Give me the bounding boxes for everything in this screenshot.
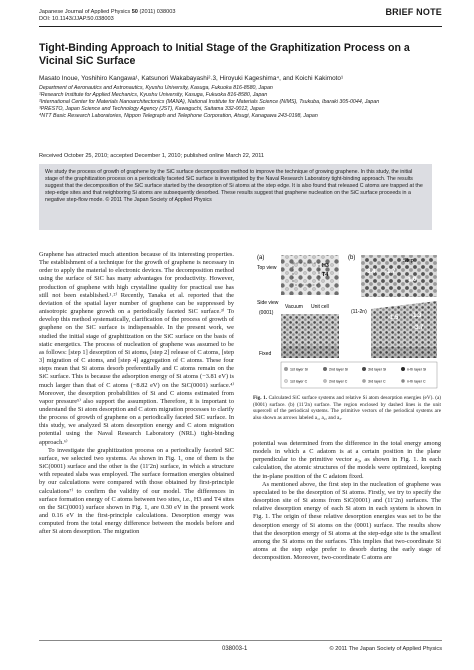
legend-item: n-th layer C: [407, 379, 426, 384]
header-rule: [39, 26, 442, 27]
panel-a-label: (a): [257, 255, 265, 261]
energy-label: -3.4: [365, 269, 376, 275]
site-t4-label: T4: [322, 272, 329, 278]
top-view-lattice-b: [361, 255, 437, 297]
caption-text: Calculated SiC surface systems and relative Si atom desorption energies (eV). (a) (0001) surface. (b) (11′2n) surface. The region enclosed by dashed lines is the unit supercell of the periodical systems. The primitive vectors of the periodical systems are also shown as arrows labeled a₁, a₂, and a₃.: [253, 395, 441, 422]
received-dates: Received October 25, 2010; accepted December 1, 2010; published online March 22, 2011: [39, 153, 265, 159]
footer-copyright: © 2011 The Japan Society of Applied Physics: [329, 646, 442, 652]
figure-legend: [281, 362, 437, 388]
affiliation: ³PRESTO, Japan Science and Technology Agency (JST), Kawaguchi, Saitama 332-0012, Japan: [39, 105, 265, 112]
doi: DOI: 10.1143/JJAP.50.038003: [39, 16, 114, 22]
legend-item: 1st layer C: [290, 379, 308, 384]
face-11-2n-label: (11-2n): [351, 309, 367, 315]
figure-1: [253, 251, 441, 391]
author-list: Masato Inoue, Yoshihiro Kangawa¹, Katsunori Wakabayashi²˒3, Hiroyuki Kageshima⁴, and Koichi Kakimoto¹: [39, 75, 344, 82]
body-paragraph: potential was determined from the difference in the total energy among models in which a C adatom is at a certain position in the plane perpendicular to the primitive vector a₃, as shown in Fig. 1. In each calculation, the atomic structures of the models were optimized, keeping the in-plane position of the C adatom fixed.: [253, 440, 441, 480]
affiliation: ⁴NTT Basic Research Laboratories, Nippon Telegraph and Telephone Corporation, Atsugi, Kanagawa 243-0198, Japan: [39, 112, 318, 119]
fixed-region-b: [371, 347, 437, 358]
body-paragraph: To investigate the graphitization process on a periodically faceted SiC surface, we selected two systems. As shown in Fig. 1, one of them is the SiC(0001) surface and the other is the (11′2n) surface, in which a structure with repeated slabs was employed. The surface formation energies obtained by our calculations were compared with those obtained by first-principle calculations⁷⁾ to confirm the validity of our model. The differences in surface formation energy of C atoms between two sites, i.e., H3 and T4 sites on the SiC(0001) surface shown in Fig. 1, are 0.30 eV in the present work and 0.16 eV in the first-principle calculations. Desorption energy was computed from the total energy difference between the models before and after Si atom desorption. The migration: [39, 446, 234, 536]
fixed-region-a: [281, 346, 339, 358]
body-paragraph: Graphene has attracted much attention because of its interesting properties. The establishment of a technique for the growth of graphene is necessary in order to apply the material to electronic devices. The decomposition method using the surface of SiC has many advantages for productivity. However, production of graphene with high crystalline quality for practical use has still not been established.¹˒²⁾ Recently, Tanaka et al. reported that the deviation of the spatial layer number of graphene can be suppressed by anisotropic graphene growth on a periodically faceted SiC surface.³⁾ To develop this method systematically, clarification of the process of growth of graphene on the SiC surface is indispensable. In the present work, we studied the initial stage of graphitization on the SiC surface on the basis of static energetics. The process of nucleation of graphene was assumed to be as follows: [step 1] desorption of Si atoms, [step 2] release of C atoms, [step 3] migration of C atoms, and [step 4] aggregation of C atoms. These four steps mean that Si atoms desorb preferentially and C atoms remain on the SiC surface. This is because the adsorption energy of Si atoms (−3.81 eV) is much larger than that of C atoms (−8.82 eV) on the SiC(0001) surface.⁴⁾ Moreover, the desorption probabilities of Si and C atoms estimated from vapor pressure⁵⁾ also support the assumption. Therefore, it is important to understand the Si atom desorption and C atom migration processes to clarify the process of growth of graphene on a periodically faceted SiC surface. In this study, we analyzed Si atom desorption energy and C atom migration potential using the Naval Research Laboratory (NRL) tight-binding approach.⁶⁾: [39, 251, 234, 446]
top-view-label: Top view: [257, 265, 277, 271]
brief-note-label: BRIEF NOTE: [385, 7, 442, 17]
energy-label: -1.3: [411, 313, 422, 319]
vacuum-label: Vacuum: [285, 304, 303, 310]
abstract-text: We study the process of growth of graphene by the SiC surface decomposition method to improve the technique of growing graphene. In this study, the initial stage of the graphitization process on a periodically faceted SiC surface is investigated by the Naval Research Laboratory tight-binding approach. The results suggest that the decomposition of the SiC surface started by the desorption of Si atoms at the step edge. It is also found that released C atoms are trapped at the step-edge sites and that neighboring Si atoms are subsequently desorbed. These results suggest that graphene nucleation on the SiC surface proceeds in a negative step-flow mode. © 2011 The Japan Society of Applied Physics: [45, 169, 423, 203]
figure-caption: [253, 395, 441, 422]
step-label: Step: [403, 258, 414, 264]
caption-label: Fig. 1.: [253, 395, 267, 401]
unit-cell-label: Unit cell: [311, 304, 329, 310]
side-view-label: Side view: [257, 300, 279, 306]
panel-b-label: (b): [348, 255, 356, 261]
legend-item: 3rd layer C: [368, 379, 386, 384]
energy-label: -1.0: [406, 277, 417, 283]
legend-item: n-th layer Si: [407, 367, 427, 372]
energy-label: -1.5: [388, 315, 399, 321]
legend-item: 1st layer Si: [290, 367, 308, 372]
site-h3-label: H3: [322, 263, 329, 269]
body-column-right: [253, 440, 441, 562]
energy-label: -1.7: [385, 269, 396, 275]
footer-rule: [39, 640, 442, 641]
running-header: [39, 9, 175, 23]
journal-volume: 50: [131, 9, 138, 15]
affiliation: Department of Aeronautics and Astronautics, Kyushu University, Kasuga, Fukuoka 816-8580, Japan: [39, 85, 273, 91]
legend-item: 3rd layer Si: [368, 367, 387, 372]
abstract-box: [39, 164, 432, 230]
fixed-label: Fixed: [259, 351, 272, 357]
top-view-lattice-a: [281, 255, 339, 295]
legend-item: 2nd layer C: [329, 379, 348, 384]
paper-title: Tight-Binding Approach to Initial Stage of the Graphitization Process on a Vicinal SiC Surface: [39, 42, 410, 67]
body-paragraph: As mentioned above, the first step in the nucleation of graphene was speculated to be the desorption of Si atoms. Firstly, we try to specify the desorption site of Si atoms from SiC(0001) and (11′2n) surfaces. The relative desorption energy of each Si atom in each system is shown in Fig. 1. The origin of these relative desorption energies was set to be the desorption energy of Si atoms on the (0001) surface. The results show that the desorption energy of Si atoms at the step-edge site is the smallest among the Si atoms on the surfaces. This implies that two-coordinate Si atoms at the step edge prefer to desorb during the early stage of decomposition. Moreover, two-coordinate C atoms are: [253, 480, 441, 562]
legend-item: 2nd layer Si: [329, 367, 348, 372]
face-0001-label: (0001): [259, 310, 274, 316]
affiliation: ²International Center for Materials Nanoarchitectonics (MANA), National Institute for Materials Science (NIMS), Tsukuba, Ibaraki 305-0044, Japan: [39, 98, 380, 105]
journal-issue: (2011) 038003: [139, 9, 176, 15]
journal-name: Japanese Journal of Applied Physics: [39, 9, 131, 15]
affiliations: [39, 85, 449, 120]
body-column-left: [39, 251, 234, 536]
affiliation: ¹Research Institute for Applied Mechanics, Kyushu University, Kasuga, Fukuoka 816-8580, Japan: [39, 91, 268, 98]
energy-label: -3.7: [413, 325, 424, 331]
page-number: 038003-1: [222, 646, 248, 652]
journal-line: [39, 9, 175, 16]
